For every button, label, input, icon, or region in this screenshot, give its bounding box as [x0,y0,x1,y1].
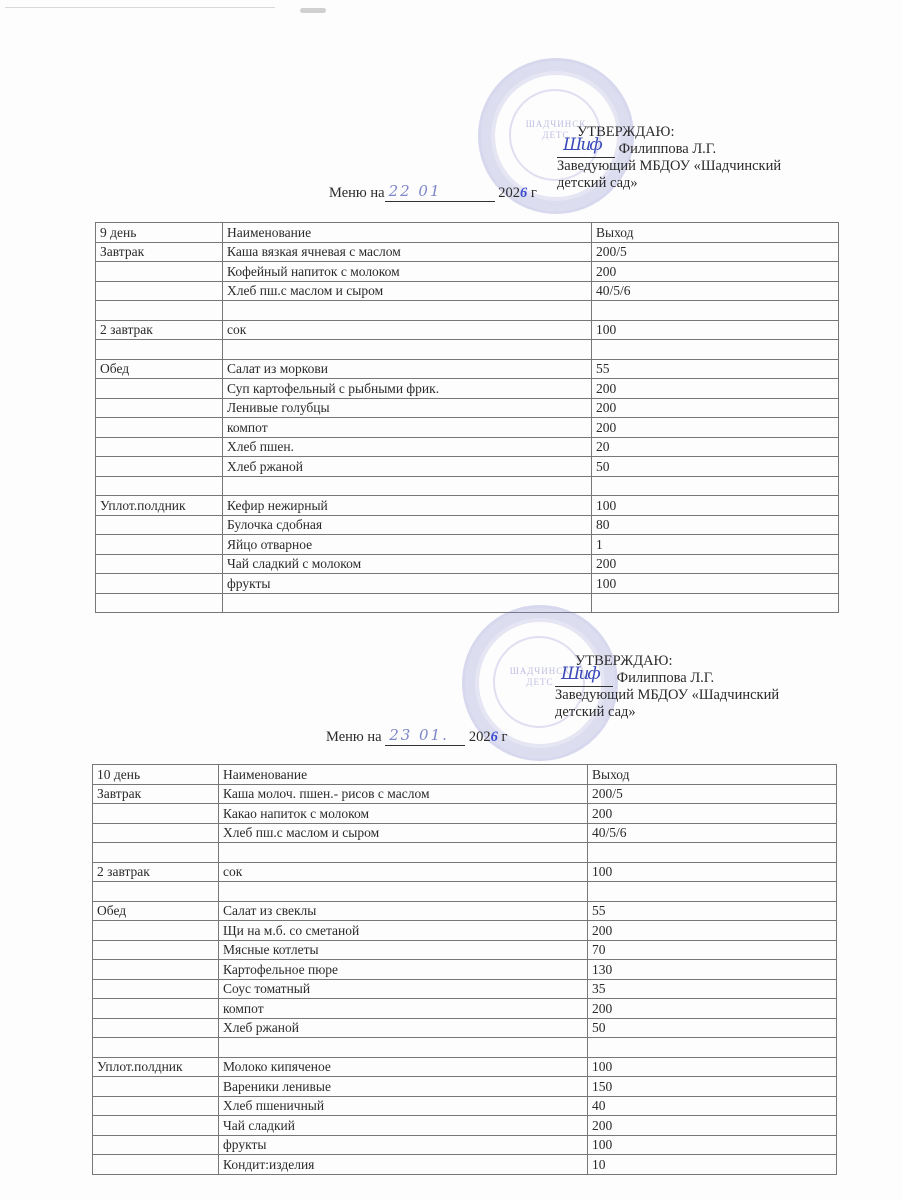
table-row [96,242,839,262]
table-row [96,262,839,282]
dish-name-cell: компот [219,999,588,1019]
yield-cell: 200 [588,999,837,1019]
scan-artifact-line [5,7,275,8]
yield-cell: 1 [592,535,839,555]
table-row [93,921,837,941]
dish-name-cell [219,882,588,902]
menu-table-day-9 [95,222,839,613]
yield-cell: 100 [588,1057,837,1077]
meal-cell [93,979,219,999]
dish-name-cell: Соус томатный [219,979,588,999]
yield-cell: 200 [592,262,839,282]
dish-name-cell: Булочка сдобная [223,515,592,535]
table-row [96,593,839,613]
year-correction: 6 [519,185,528,201]
table-row [93,1057,837,1077]
meal-cell [96,340,223,360]
scan-artifact-mark [300,8,326,13]
signature-scribble: Шиф [561,664,599,684]
yield-cell [588,843,837,863]
table-row [93,823,837,843]
table-row [93,1135,837,1155]
table-row [93,862,837,882]
dish-name-cell: Хлеб пш.с маслом и сыром [219,823,588,843]
meal-cell [96,593,223,613]
table-row [93,1018,837,1038]
table-row [96,437,839,457]
table-row [93,1077,837,1097]
meal-cell: 2 завтрак [96,320,223,340]
dish-name-cell [223,476,592,496]
year-suffix: г [530,185,537,201]
table-row [96,359,839,379]
dish-name-cell: Салат из моркови [223,359,592,379]
table-row [93,804,837,824]
meal-cell [96,398,223,418]
yield-cell: 150 [588,1077,837,1097]
yield-cell [592,301,839,321]
table-header-row [96,223,839,243]
dish-name-cell: Чай сладкий [219,1116,588,1136]
position-line-1: Заведующий МБДОУ «Шадчинский [555,687,780,703]
yield-cell: 20 [592,437,839,457]
header-yield: Выход [588,765,837,785]
meal-cell [96,554,223,574]
meal-cell [93,1077,219,1097]
meal-cell [93,1155,219,1175]
dish-name-cell: Хлеб пшеничный [219,1096,588,1116]
yield-cell: 200 [592,398,839,418]
dish-name-cell: Хлеб пшен. [223,437,592,457]
table-row [93,784,837,804]
header-day: 9 день [96,223,223,243]
table-row [93,1116,837,1136]
meal-cell: Завтрак [96,242,223,262]
table-row [93,843,837,863]
signature-line [555,664,779,687]
table-header-row [93,765,837,785]
date-blank [385,182,495,202]
meal-cell: Уплот.полдник [93,1057,219,1077]
yield-cell: 100 [588,862,837,882]
dish-name-cell: фрукты [223,574,592,594]
dish-name-cell: Суп картофельный с рыбными фрик. [223,379,592,399]
table-row [93,940,837,960]
yield-cell: 40/5/6 [588,823,837,843]
dish-name-cell: Каша молоч. пшен.- рисов с маслом [219,784,588,804]
meal-cell [93,940,219,960]
dish-name-cell: Каша вязкая ячневая с маслом [223,242,592,262]
dish-name-cell: Ленивые голубцы [223,398,592,418]
year-suffix: г [501,729,508,745]
dish-name-cell: компот [223,418,592,438]
table-row [96,379,839,399]
table-row [96,301,839,321]
menu-table-day-10 [92,764,837,1175]
meal-cell [93,921,219,941]
menu-heading-prefix: Меню на [329,185,385,201]
yield-cell [592,593,839,613]
meal-cell [96,437,223,457]
table-row [96,281,839,301]
date-blank [385,726,465,746]
header-name: Наименование [219,765,588,785]
position-line-2: детский сад» [555,704,636,720]
dish-name-cell: Картофельное пюре [219,960,588,980]
dish-name-cell: Щи на м.б. со сметаной [219,921,588,941]
table-row [93,960,837,980]
dish-name-cell: Мясные котлеты [219,940,588,960]
yield-cell: 50 [592,457,839,477]
signature-line [557,135,781,158]
dish-name-cell: Хлеб пш.с маслом и сыром [223,281,592,301]
yield-cell: 80 [592,515,839,535]
yield-cell: 40 [588,1096,837,1116]
approval-block [555,653,779,721]
dish-name-cell [223,301,592,321]
dish-name-cell: Кефир нежирный [223,496,592,516]
yield-cell: 100 [592,320,839,340]
yield-cell: 100 [592,496,839,516]
year-printed: 202 [468,729,491,745]
approval-title: УТВЕРЖДАЮ: [575,653,673,669]
yield-cell: 200 [592,418,839,438]
meal-cell: Завтрак [93,784,219,804]
dish-name-cell: Хлеб ржаной [223,457,592,477]
table-row [96,476,839,496]
yield-cell [592,340,839,360]
yield-cell: 200 [588,804,837,824]
year-correction: 6 [490,729,498,745]
menu-heading [329,182,537,202]
stamp-text: ШАДЧИНСК ДЕТС [525,119,587,140]
meal-cell: Уплот.полдник [96,496,223,516]
table-row [93,1038,837,1058]
meal-cell [93,999,219,1019]
header-yield: Выход [592,223,839,243]
dish-name-cell: Кондит:изделия [219,1155,588,1175]
menu-heading [326,726,508,746]
table-row [96,496,839,516]
yield-cell: 200/5 [592,242,839,262]
handwritten-date: 22 01 [388,182,442,200]
meal-cell [96,379,223,399]
table-row [93,979,837,999]
year-printed: 202 [498,185,520,201]
yield-cell: 200 [592,554,839,574]
yield-cell: 200 [592,379,839,399]
table-row [93,882,837,902]
dish-name-cell: Яйцо отварное [223,535,592,555]
yield-cell: 70 [588,940,837,960]
meal-cell [96,535,223,555]
signer-name: Филиппова Л.Г. [618,141,717,157]
dish-name-cell: Хлеб ржаной [219,1018,588,1038]
menu-heading-prefix: Меню на [326,729,382,745]
table-row [93,1155,837,1175]
yield-cell: 130 [588,960,837,980]
meal-cell [93,960,219,980]
dish-name-cell: сок [223,320,592,340]
dish-name-cell [219,843,588,863]
table-row [96,574,839,594]
meal-cell [96,574,223,594]
meal-cell [96,457,223,477]
dish-name-cell: Молоко кипяченое [219,1057,588,1077]
meal-cell [93,1018,219,1038]
meal-cell [93,1038,219,1058]
yield-cell: 100 [592,574,839,594]
yield-cell: 200 [588,1116,837,1136]
dish-name-cell: Кофейный напиток с молоком [223,262,592,282]
table-row [96,398,839,418]
dish-name-cell: Чай сладкий с молоком [223,554,592,574]
meal-cell [93,1096,219,1116]
table-row [96,457,839,477]
meal-cell: Обед [93,901,219,921]
table-row [93,999,837,1019]
yield-cell: 35 [588,979,837,999]
dish-name-cell: фрукты [219,1135,588,1155]
meal-cell: 2 завтрак [93,862,219,882]
yield-cell: 55 [592,359,839,379]
meal-cell [96,281,223,301]
table-row [96,340,839,360]
meal-cell [96,515,223,535]
position-line-2: детский сад» [557,175,638,191]
meal-cell: Обед [96,359,223,379]
table-row [96,554,839,574]
meal-cell [93,823,219,843]
yield-cell: 40/5/6 [592,281,839,301]
yield-cell [588,1038,837,1058]
meal-cell [96,476,223,496]
table-row [96,320,839,340]
stamp-text: ШАДЧИНСК ДЕТС [509,666,571,687]
table-row [93,901,837,921]
yield-cell [592,476,839,496]
position-line-1: Заведующий МБДОУ «Шадчинский [557,158,782,174]
dish-name-cell [223,340,592,360]
meal-cell [96,262,223,282]
dish-name-cell: Какао напиток с молоком [219,804,588,824]
table-row [96,535,839,555]
meal-cell [93,882,219,902]
meal-cell [93,804,219,824]
handwritten-date: 23 01. [389,726,449,744]
approval-title: УТВЕРЖДАЮ: [577,124,675,140]
signature [557,135,615,158]
table-row [93,1096,837,1116]
yield-cell: 10 [588,1155,837,1175]
header-name: Наименование [223,223,592,243]
header-day: 10 день [93,765,219,785]
meal-cell [96,301,223,321]
meal-cell [93,1116,219,1136]
signature-scribble: Шиф [563,135,601,155]
meal-cell [93,1135,219,1155]
signer-name: Филиппова Л.Г. [616,670,715,686]
yield-cell: 100 [588,1135,837,1155]
yield-cell: 50 [588,1018,837,1038]
table-row [96,418,839,438]
dish-name-cell: Вареники ленивые [219,1077,588,1097]
dish-name-cell: сок [219,862,588,882]
signature [555,664,613,687]
yield-cell [588,882,837,902]
approval-block [557,124,781,192]
yield-cell: 200 [588,921,837,941]
dish-name-cell [219,1038,588,1058]
meal-cell [93,843,219,863]
meal-cell [96,418,223,438]
dish-name-cell: Салат из свеклы [219,901,588,921]
table-row [96,515,839,535]
yield-cell: 200/5 [588,784,837,804]
yield-cell: 55 [588,901,837,921]
